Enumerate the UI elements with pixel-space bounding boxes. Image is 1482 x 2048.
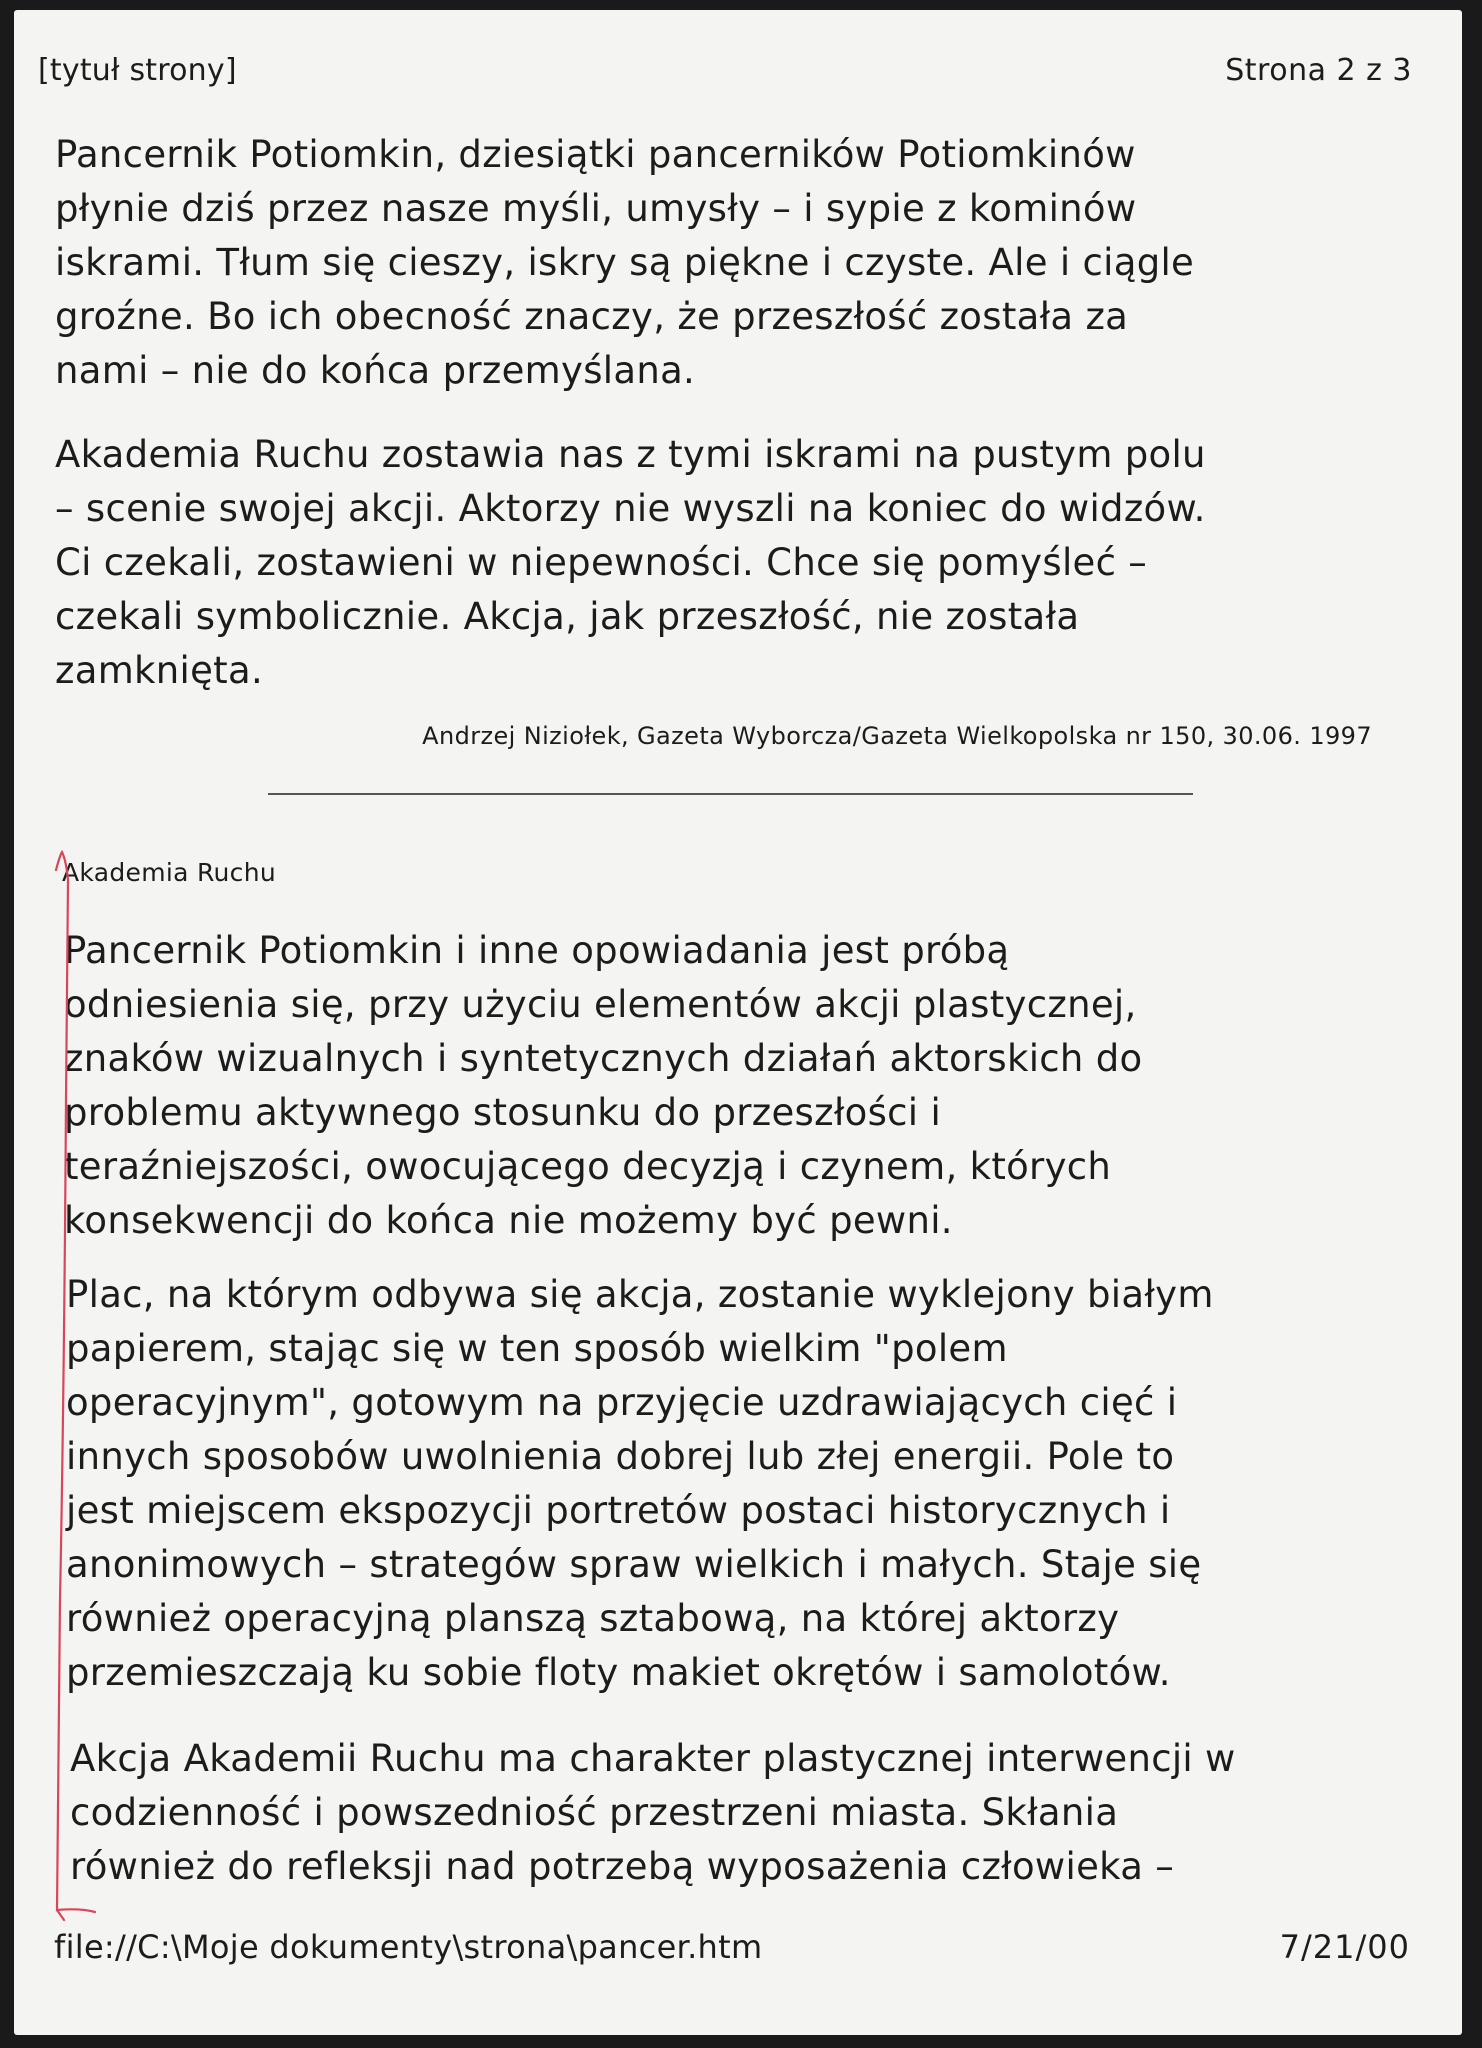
review-citation: Andrzej Niziołek, Gazeta Wyborcza/Gazeta Wielkopolska nr 150, 30.06. 1997: [422, 722, 1372, 750]
section-divider: [268, 793, 1193, 795]
page-number: Strona 2 z 3: [1225, 53, 1412, 88]
review-paragraph: Akademia Ruchu zostawia nas z tymi iskrami na pustym polu – scenie swojej akcji. Aktorzy nie wyszli na koniec do widzów. Ci czekali, zostawieni w niepewności. Chce się pomyśleć – czekali symbolicznie. Akcja, jak przeszłość, nie została zamknięta.: [55, 433, 1206, 692]
section-paragraph: Akcja Akademii Ruchu ma charakter plastycznej interwencji w codzienność i powszedniość przestrzeni miasta. Skłania również do refleksji nad potrzebą wyposażenia człowieka –: [70, 1737, 1236, 1888]
review-paragraph: Pancernik Potiomkin, dziesiątki pancerników Potiomkinów płynie dziś przez nasze myśli, umysły – i sypie z kominów iskrami. Tłum się cieszy, iskry są piękne i czyste. Ale i ciągle groźne. Bo ich obecność znaczy, że przeszłość została za nami – nie do końca przemyślana.: [55, 133, 1195, 392]
section-paragraph: Pancernik Potiomkin i inne opowiadania jest próbą odniesienia się, przy użyciu elementów akcji plastycznej, znaków wizualnych i syntetycznych działań aktorskich do problemu aktywnego stosunku do przeszłości i teraźniejszości, owocującego decyzją i czynem, których konsekwencji do końca nie możemy być pewni.: [64, 929, 1143, 1242]
section-paragraph: Plac, na którym odbywa się akcja, zostanie wyklejony białym papierem, stając się w ten sposób wielkim "polem operacyjnym", gotowym na przyjęcie uzdrawiających cięć i innych sposobów uwolnienia dobrej lub złej energii. Pole to jest miejscem ekspozycji portretów postaci historycznych i anonimowych – strategów spraw wielkich i małych. Staje się również operacyjną planszą sztabową, na której aktorzy przemieszczają ku sobie floty makiet okrętów i samolotów.: [66, 1273, 1214, 1694]
page-title: [tytuł strony]: [38, 53, 237, 88]
file-path: file://C:\Moje dokumenty\strona\pancer.htm: [54, 1928, 763, 1966]
section-label: Akademia Ruchu: [62, 858, 277, 887]
print-date: 7/21/00: [1279, 1928, 1410, 1966]
